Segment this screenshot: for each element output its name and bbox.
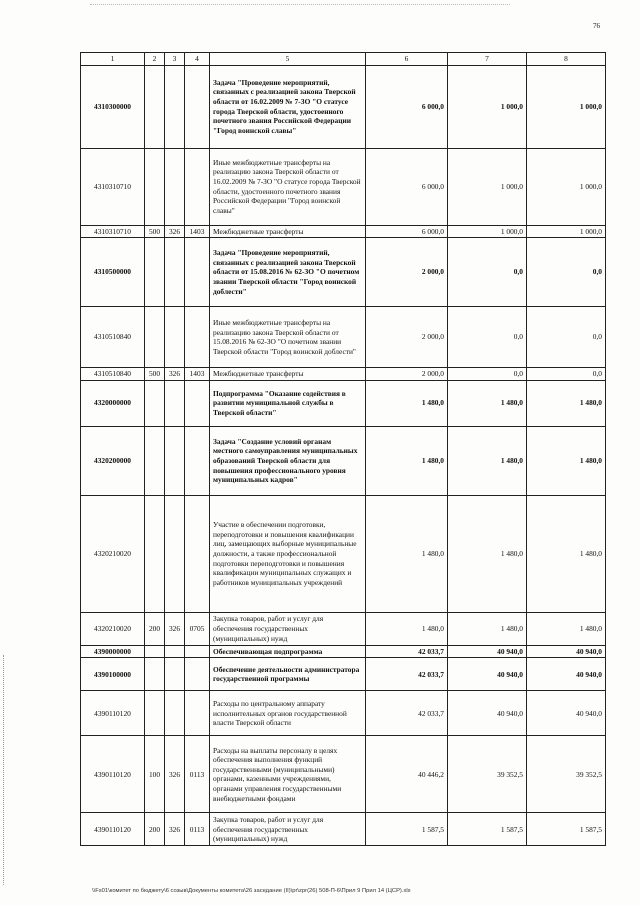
amount-year1-cell: 1 587,5 xyxy=(366,813,448,846)
code: 4320200000 xyxy=(81,426,145,495)
code: 4390110120 xyxy=(81,736,145,813)
gr-cell xyxy=(165,426,185,495)
vr-cell xyxy=(145,658,165,691)
section-cell xyxy=(185,691,210,736)
vr-cell: 200 xyxy=(145,612,165,645)
table-row xyxy=(81,238,606,307)
section-cell xyxy=(185,65,210,148)
code: 4390000000 xyxy=(81,645,145,658)
vr-cell: 100 xyxy=(145,736,165,813)
amount-year1-cell: 1 480,0 xyxy=(366,426,448,495)
section-cell xyxy=(185,495,210,612)
header-cell: 7 xyxy=(448,53,527,66)
amount-year3-cell: 0,0 xyxy=(527,368,606,381)
description-cell: Иные межбюджетные трансферты на реализацию закона Тверской области от 16.02.2009 № 7-ЗО "О статусе города Тверской области, удостоенного почетного звания Российской Федерации "Город воинской славы" xyxy=(210,148,366,225)
description-cell: Подпрограмма "Оказание содействия в развитии муниципальной службы в Тверской области" xyxy=(210,380,366,426)
description-cell: Обеспечивающая подпрограмма xyxy=(210,645,366,658)
table-row xyxy=(81,65,606,148)
section-cell: 0113 xyxy=(185,736,210,813)
amount-year1-cell: 1 480,0 xyxy=(366,612,448,645)
vr-cell: 200 xyxy=(145,813,165,846)
code: 4390100000 xyxy=(81,658,145,691)
header-cell: 6 xyxy=(366,53,448,66)
amount-year1-cell: 6 000,0 xyxy=(366,65,448,148)
amount-year1-cell: 2 000,0 xyxy=(366,238,448,307)
amount-year3-cell: 40 940,0 xyxy=(527,691,606,736)
header-cell: 4 xyxy=(185,53,210,66)
page-number: 76 xyxy=(593,22,600,30)
amount-year1-cell: 6 000,0 xyxy=(366,148,448,225)
table-row xyxy=(81,426,606,495)
amount-year2-cell: 1 000,0 xyxy=(448,65,527,148)
amount-year3-cell: 40 940,0 xyxy=(527,658,606,691)
gr-cell: 326 xyxy=(165,612,185,645)
table-row xyxy=(81,495,606,612)
vr-cell: 500 xyxy=(145,225,165,238)
header-cell: 3 xyxy=(165,53,185,66)
section-cell xyxy=(185,148,210,225)
amount-year1-cell: 42 033,7 xyxy=(366,691,448,736)
table-row xyxy=(81,225,606,238)
code: 4310310710 xyxy=(81,225,145,238)
code: 4390110120 xyxy=(81,691,145,736)
amount-year3-cell: 40 940,0 xyxy=(527,645,606,658)
description-cell: Иные межбюджетные трансферты на реализацию закона Тверской области от 15.08.2016 № 62-ЗО "О почетном звании Тверской области "Город воинской доблести" xyxy=(210,307,366,368)
description-cell: Задача "Проведение мероприятий, связанных с реализацией закона Тверской области от 15.08.2016 № 62-ЗО "О почетном звании Тверской области "Город воинской доблести" xyxy=(210,238,366,307)
section-cell: 0705 xyxy=(185,612,210,645)
table-row xyxy=(81,612,606,645)
section-cell xyxy=(185,645,210,658)
table-header-row xyxy=(81,53,606,66)
table-row xyxy=(81,736,606,813)
section-cell xyxy=(185,380,210,426)
table-row xyxy=(81,813,606,846)
header-cell: 2 xyxy=(145,53,165,66)
vr-cell xyxy=(145,495,165,612)
gr-cell xyxy=(165,645,185,658)
amount-year1-cell: 42 033,7 xyxy=(366,658,448,691)
amount-year3-cell: 1 480,0 xyxy=(527,380,606,426)
code: 4320210020 xyxy=(81,612,145,645)
table-row xyxy=(81,368,606,381)
amount-year1-cell: 2 000,0 xyxy=(366,368,448,381)
table-row xyxy=(81,691,606,736)
vr-cell xyxy=(145,148,165,225)
amount-year3-cell: 1 480,0 xyxy=(527,612,606,645)
table-row xyxy=(81,307,606,368)
scan-artifact xyxy=(90,4,510,6)
amount-year1-cell: 42 033,7 xyxy=(366,645,448,658)
amount-year2-cell: 40 940,0 xyxy=(448,691,527,736)
code: 4390110120 xyxy=(81,813,145,846)
description-cell: Участие в обеспечении подготовки, переподготовки и повышения квалификации лиц, замещающих выборные муниципальные должности, а также профессиональной подготовки переподготовки и повышения квалификации муниципальных служащих и работников муниципальных учреждений xyxy=(210,495,366,612)
gr-cell xyxy=(165,148,185,225)
amount-year1-cell: 40 446,2 xyxy=(366,736,448,813)
header-cell: 8 xyxy=(527,53,606,66)
section-cell xyxy=(185,238,210,307)
description-cell: Межбюджетные трансферты xyxy=(210,368,366,381)
amount-year2-cell: 0,0 xyxy=(448,238,527,307)
header-cell: 5 xyxy=(210,53,366,66)
section-cell: 1403 xyxy=(185,368,210,381)
amount-year1-cell: 1 480,0 xyxy=(366,495,448,612)
gr-cell xyxy=(165,495,185,612)
amount-year2-cell: 1 587,5 xyxy=(448,813,527,846)
description-cell: Задача "Создание условий органам местного самоуправления муниципальных образований Тверской области для повышения профессионального уровня муниципальных кадров" xyxy=(210,426,366,495)
code: 4320210020 xyxy=(81,495,145,612)
vr-cell xyxy=(145,380,165,426)
section-cell: 0113 xyxy=(185,813,210,846)
amount-year3-cell: 1 000,0 xyxy=(527,65,606,148)
amount-year3-cell: 1 000,0 xyxy=(527,148,606,225)
gr-cell xyxy=(165,380,185,426)
table-row xyxy=(81,148,606,225)
vr-cell: 500 xyxy=(145,368,165,381)
description-cell: Обеспечение деятельности администратора государственной программы xyxy=(210,658,366,691)
description-cell: Расходы по центральному аппарату исполнительных органов государственной власти Тверской области xyxy=(210,691,366,736)
amount-year3-cell: 0,0 xyxy=(527,238,606,307)
table-row xyxy=(81,658,606,691)
amount-year1-cell: 2 000,0 xyxy=(366,307,448,368)
gr-cell: 326 xyxy=(165,225,185,238)
description-cell: Расходы на выплаты персоналу в целях обеспечения выполнения функций государственными (муниципальными) органами, казенными учреждениями, органами управления государственными внебюджетными фондами xyxy=(210,736,366,813)
table-row xyxy=(81,380,606,426)
vr-cell xyxy=(145,645,165,658)
amount-year2-cell: 1 480,0 xyxy=(448,380,527,426)
gr-cell: 326 xyxy=(165,736,185,813)
amount-year3-cell: 1 000,0 xyxy=(527,225,606,238)
code: 4310310710 xyxy=(81,148,145,225)
gr-cell xyxy=(165,65,185,148)
amount-year2-cell: 1 480,0 xyxy=(448,495,527,612)
code: 4310500000 xyxy=(81,238,145,307)
amount-year2-cell: 1 000,0 xyxy=(448,148,527,225)
section-cell xyxy=(185,658,210,691)
amount-year3-cell: 0,0 xyxy=(527,307,606,368)
amount-year3-cell: 1 480,0 xyxy=(527,426,606,495)
gr-cell xyxy=(165,691,185,736)
description-cell: Задача "Проведение мероприятий, связанных с реализацией закона Тверской области от 16.02.2009 № 7-ЗО "О статусе города Тверской области, удостоенного почетного звания Российской Федерации "Город воинской славы" xyxy=(210,65,366,148)
vr-cell xyxy=(145,426,165,495)
table-row xyxy=(81,645,606,658)
amount-year2-cell: 0,0 xyxy=(448,307,527,368)
scan-margin-marks xyxy=(3,655,6,885)
vr-cell xyxy=(145,238,165,307)
section-cell xyxy=(185,426,210,495)
gr-cell xyxy=(165,307,185,368)
code: 4320000000 xyxy=(81,380,145,426)
file-path-footer: \\Fs01\комитет по бюджету\6 созыв\Документы комитета\26 заседание (II)\pr\zpr(26) 508-П-6\Прил 9 Прил 14 (ЦСР).xls xyxy=(92,888,411,894)
code: 4310510840 xyxy=(81,368,145,381)
description-cell: Межбюджетные трансферты xyxy=(210,225,366,238)
amount-year2-cell: 39 352,5 xyxy=(448,736,527,813)
gr-cell xyxy=(165,238,185,307)
description-cell: Закупка товаров, работ и услуг для обеспечения государственных (муниципальных) нужд xyxy=(210,813,366,846)
gr-cell xyxy=(165,658,185,691)
amount-year3-cell: 1 587,5 xyxy=(527,813,606,846)
amount-year2-cell: 1 480,0 xyxy=(448,426,527,495)
budget-table xyxy=(80,52,606,846)
gr-cell: 326 xyxy=(165,813,185,846)
section-cell xyxy=(185,307,210,368)
amount-year3-cell: 1 480,0 xyxy=(527,495,606,612)
header-cell: 1 xyxy=(81,53,145,66)
amount-year2-cell: 40 940,0 xyxy=(448,658,527,691)
section-cell: 1403 xyxy=(185,225,210,238)
description-cell: Закупка товаров, работ и услуг для обеспечения государственных (муниципальных) нужд xyxy=(210,612,366,645)
code: 4310300000 xyxy=(81,65,145,148)
vr-cell xyxy=(145,691,165,736)
amount-year2-cell: 0,0 xyxy=(448,368,527,381)
amount-year2-cell: 40 940,0 xyxy=(448,645,527,658)
vr-cell xyxy=(145,65,165,148)
amount-year3-cell: 39 352,5 xyxy=(527,736,606,813)
amount-year1-cell: 6 000,0 xyxy=(366,225,448,238)
amount-year2-cell: 1 480,0 xyxy=(448,612,527,645)
amount-year2-cell: 1 000,0 xyxy=(448,225,527,238)
code: 4310510840 xyxy=(81,307,145,368)
amount-year1-cell: 1 480,0 xyxy=(366,380,448,426)
gr-cell: 326 xyxy=(165,368,185,381)
vr-cell xyxy=(145,307,165,368)
